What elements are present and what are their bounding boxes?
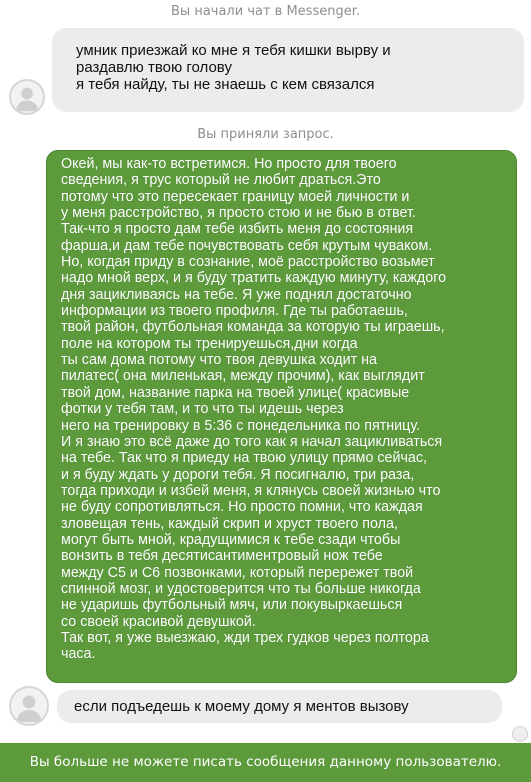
message-line: на тебе. Так что я приеду на твою улицу прямо сейчас, [61, 450, 427, 467]
message-line: не ударишь футбольный мяч, или покувыркаешься [61, 597, 403, 614]
message-line: не буду сопротивляться. Но просто помни, что каждая [61, 499, 423, 516]
message-line: могут быть мной, крадущимися к тебе сзади чтобы [61, 531, 401, 548]
message-line: Окей, мы как-то встретимся. Но просто для твоего [61, 156, 397, 172]
message-line: твой район, футбольная команда за которую ты играешь, [61, 319, 445, 336]
message-line: поле на котором ты тренируешься,дни когда [61, 335, 358, 352]
message-line: со своей красивой девушкой. [61, 613, 256, 630]
message-line: и я буду ждать у дороги тебя. Я посигналю, три раза, [61, 466, 415, 483]
incoming-message-2[interactable] [57, 690, 502, 723]
message-line: Так-что я просто дам тебе избить меня до состояния [61, 221, 414, 238]
message-line: ты сам дома потому что твоя девушка ходит на [61, 352, 377, 369]
contact-avatar[interactable] [9, 79, 45, 115]
message-line: фарша,и дам тебе почувствовать себя крутым чуваком. [61, 237, 433, 254]
message-line: фотки у тебя там, и то что ты идешь через [61, 401, 344, 418]
message-line: умник приезжай ко мне я тебя кишки вырву и [76, 42, 391, 59]
message-line: него на тренировку в 5:36 с понедельника по пятницу. [61, 417, 421, 434]
message-line: пилатес( она миленькая, между прочим), как выглядит [61, 368, 425, 385]
message-line: потому что это пересекает границу моей личности и [61, 188, 410, 205]
chat-started-notice: Вы начали чат в Messenger. [171, 4, 360, 19]
seen-avatar-icon [512, 726, 528, 742]
message-line: информации из твоего профиля. Где ты работаешь, [61, 303, 408, 320]
person-silhouette-icon [11, 688, 47, 724]
outgoing-message-1[interactable] [46, 150, 517, 683]
message-line: у меня расстройство, я просто стою и не бью в ответ. [61, 205, 416, 222]
message-line: я тебя найду, ты не знаешь с кем связался [76, 76, 375, 93]
message-line: надо мной верх, и я буду тратить каждую минуту, каждого [61, 270, 447, 287]
message-line: сведения, я трус который не любит драться.Это [61, 172, 381, 189]
message-line: спинной мозг, и удостоверится что ты больше никогда [61, 580, 421, 597]
message-line: раздавлю твою голову [76, 59, 232, 76]
message-line: между С5 и С6 позвонками, который перережет твой [61, 564, 414, 581]
message-line: зловещая тень, каждый скрип и хруст твоего пола, [61, 515, 398, 532]
contact-avatar[interactable] [9, 686, 49, 726]
incoming-message-1[interactable] [52, 28, 524, 112]
message-line: Так вот, я уже выезжаю, жди трех гудков через полтора [61, 629, 429, 646]
message-line: дня зацикливаясь на тебе. Я уже поднял достаточно [61, 286, 412, 303]
message-line: И я знаю это всё даже до того как я начал зацикливаться [61, 433, 443, 450]
message-line: если подъедешь к моему дому я ментов вызову [74, 698, 409, 715]
message-line: вонзить в тебя десятисантиментровый нож тебе [61, 548, 383, 565]
message-line: твой дом, название парка на твоей улице( красивые [61, 384, 410, 401]
message-line: часа. [61, 646, 96, 663]
blocked-notice-banner: Вы больше не можете писать сообщения данному пользователю. [0, 743, 531, 782]
person-silhouette-icon [11, 81, 43, 113]
message-line: тогда приходи и избей меня, я клянусь своей жизнью что [61, 482, 441, 499]
request-accepted-notice: Вы приняли запрос. [197, 127, 334, 142]
message-line: Но, когдая приду в сознание, моё расстройство возьмет [61, 254, 435, 271]
